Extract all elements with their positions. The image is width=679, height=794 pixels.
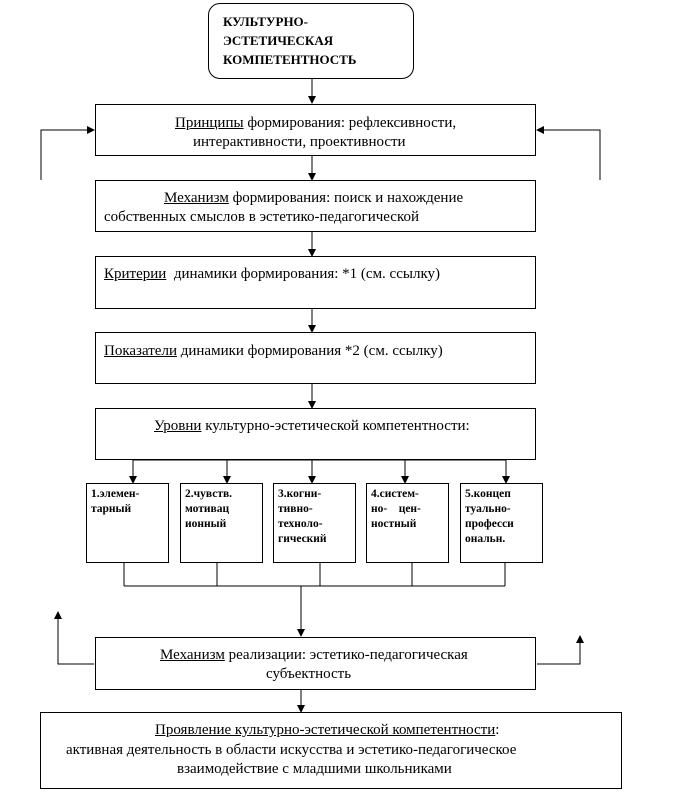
manifestation-line-3: взаимодействие с младшими школьниками <box>177 761 452 777</box>
title-line-1: КУЛЬТУРНО- <box>223 14 309 29</box>
level-3-box: 3.когни- тивно- техноло- гический <box>273 483 356 563</box>
title-line-3: КОМПЕТЕНТНОСТЬ <box>223 52 357 67</box>
manifestation-line-2: активная деятельность в области искусства и эстетико-педагогическое <box>66 742 517 758</box>
levels-header-box <box>95 408 536 460</box>
principles-line-2: интерактивности, проективности <box>193 134 406 150</box>
manifestation-line-1: Проявление культурно-эстетической компетентности: <box>155 722 500 738</box>
mechanism-realization-box <box>95 637 536 690</box>
mechanism-formation-box <box>95 180 536 232</box>
feedback-arrow-left-realization <box>58 612 94 664</box>
feedback-arrow-right-realization <box>537 636 580 664</box>
mechanism-realization-term: Механизм <box>160 647 225 663</box>
levels-term: Уровни <box>154 418 202 434</box>
title-box <box>208 3 414 79</box>
feedback-arrow-right-principles <box>537 130 600 180</box>
criteria-term: Критерии <box>104 266 167 282</box>
levels-header-line: Уровни культурно-эстетической компетентности: <box>154 418 470 434</box>
level-4-box: 4.систем- но- цен- ностный <box>366 483 449 563</box>
mechanism-formation-line-1: Механизм формирования: поиск и нахождение <box>164 190 464 206</box>
mechanism-realization-line-2: субъектность <box>266 666 352 682</box>
indicators-term: Показатели <box>104 343 177 359</box>
mechanism-formation-line-2: собственных смыслов в эстетико-педагогической <box>104 209 420 225</box>
manifestation-term: Проявление культурно-эстетической компетентности <box>155 722 496 738</box>
level-1-box: 1.элемен- тарный <box>86 483 169 563</box>
principles-term: Принципы <box>175 115 244 131</box>
level-2-box: 2.чувств. мотивац ионный <box>180 483 263 563</box>
feedback-arrow-left-principles <box>41 130 94 180</box>
criteria-box <box>95 256 536 309</box>
mechanism-realization-line-1: Механизм реализации: эстетико-педагогическая <box>160 647 468 663</box>
indicators-line: Показатели динамики формирования *2 (см. ссылку) <box>104 343 443 359</box>
principles-line-1: Принципы формирования: рефлексивности, <box>175 115 457 131</box>
title-line-2: ЭСТЕТИЧЕСКАЯ <box>223 33 334 48</box>
level-5-box: 5.концеп туально- професси ональн. <box>460 483 543 563</box>
manifestation-box <box>40 712 622 789</box>
mechanism-formation-term: Механизм <box>164 190 229 206</box>
principles-box <box>95 104 536 156</box>
indicators-box <box>95 332 536 384</box>
criteria-line: Критерии динамики формирования: *1 (см. ссылку) <box>104 266 441 282</box>
